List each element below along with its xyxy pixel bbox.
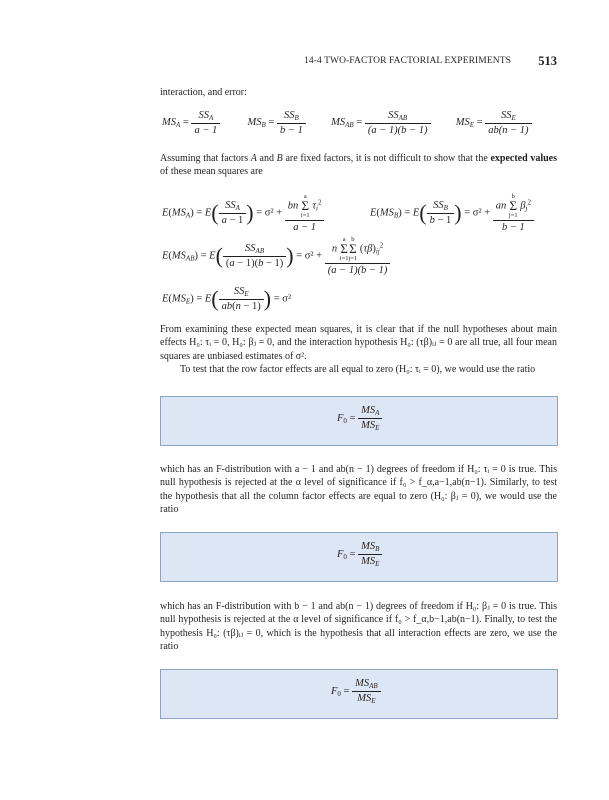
f-ratio-box-b	[160, 532, 558, 582]
section-title: 14-4 TWO-FACTOR FACTORIAL EXPERIMENTS	[304, 56, 511, 66]
expected-msab: $E(MS_{AB}) = E$( $\frac{SS_{AB}}{(a - 1)(b - 1)}$ ) = σ² + n a Σ i=1b Σ j=1 $(\tau\beta)_{ij}^2$ (a − 1)(b − 1)	[162, 236, 390, 276]
mse-equation: $MS_E$ = $\frac{SS_E}{ab(n - 1)}$	[456, 117, 532, 128]
f-ratio-box-a	[160, 396, 558, 446]
null-hypotheses-text: From examining these expected mean squares, it is clear that if the null hypotheses about main effects H₀: τᵢ = 0, H₀: βⱼ = 0, and the interaction hypothesis H₀: (τβ)ᵢⱼ = 0 are all true, all four mean squares are unbiased estimates of σ².	[160, 324, 557, 362]
running-header	[160, 54, 557, 70]
expected-msb: $E(MS_B) = E$( $\frac{SS_B}{b - 1}$ ) = σ² + an b Σ j=1 $\beta_j^2$ b − 1	[370, 193, 534, 233]
row-test-text: To test that the row factor effects are all equal to zero (H₀: τᵢ = 0), we would use the ratio	[180, 364, 536, 375]
f-ratio-ab: $F_0$ = $\frac{MS_{AB}}{MS_E}$	[331, 678, 381, 705]
expected-mse: $E(MS_E) = E$( $\frac{SS_E}{ab(n - 1)}$ ) = σ²	[162, 286, 292, 312]
mean-square-definitions	[162, 110, 532, 136]
intro-text: interaction, and error:	[160, 87, 247, 98]
msb-equation: $MS_B$ = $\frac{SS_B}{b - 1}$	[248, 117, 309, 128]
f-ratio-a: $F_0$ = $\frac{MS_A}{MS_E}$	[337, 405, 382, 432]
assumption-text: Assuming that factors A and B are fixed factors, it is not difficult to show that the expected values of these mean squares are	[160, 153, 557, 178]
msa-equation: $MS_A$ = $\frac{SS_A}{a - 1}$	[162, 117, 223, 128]
f-ratio-box-ab	[160, 669, 558, 719]
f-ratio-b: $F_0$ = $\frac{MS_B}{MS_E}$	[337, 541, 382, 568]
row-test-conclusion: which has an F-distribution with a − 1 and ab(n − 1) degrees of freedom if H₀: τᵢ = 0 is true. This null hypothesis is rejected at the α level of significance if f₀ > f_α,a−1,ab(n−1). Similarly, to test the hypothesis that all the column factor effects are equal to zero (H₀: βⱼ = 0), we would use the ratio	[160, 464, 557, 515]
expected-msa: $E(MS_A) = E$( $\frac{SS_A}{a - 1}$ ) = σ² + bn a Σ i=1 $\tau_i^2$ a − 1	[162, 193, 324, 233]
msab-equation: $MS_{AB}$ = $\frac{SS_{AB}}{(a - 1)(b - 1)}$	[331, 117, 433, 128]
page-number: 513	[538, 54, 557, 68]
column-test-conclusion: which has an F-distribution with b − 1 and ab(n − 1) degrees of freedom if H₀: βⱼ = 0 is true. This null hypothesis is rejected at the α level of significance if f₀ > f_α,b−1,ab(n−1). Finally, to test the hypothesis H₀: (τβ)ᵢⱼ = 0, which is the hypothesis that all interaction effects are zero, we use the ratio	[160, 601, 557, 652]
